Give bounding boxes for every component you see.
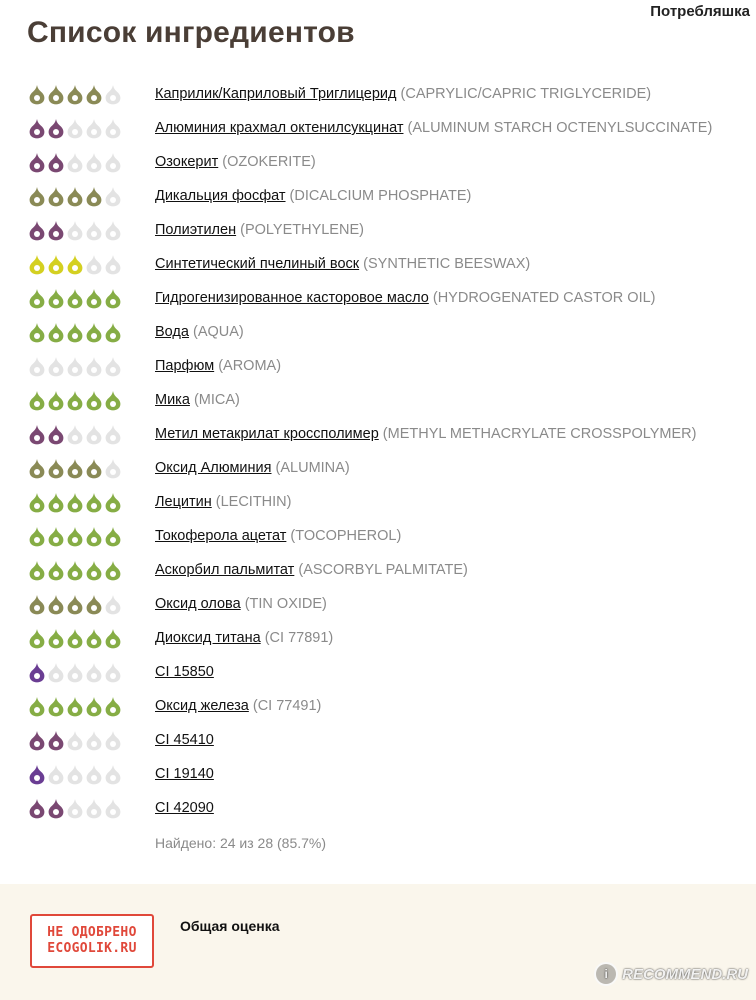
rating-drop-icon xyxy=(28,797,46,819)
ingredient-link[interactable]: Озокерит xyxy=(155,154,219,170)
rating-drop-icon xyxy=(66,593,84,615)
ingredient-row xyxy=(0,384,756,418)
rating-drop-icon xyxy=(85,763,103,785)
rating-drop-icon xyxy=(85,355,103,377)
ingredient-link[interactable]: Алюминия крахмал октенилсукцинат xyxy=(155,120,404,136)
recommend-logo-icon: i xyxy=(594,962,618,986)
rating-drop-icon xyxy=(85,253,103,275)
ingredient-rating xyxy=(28,525,122,549)
rating-drop-icon xyxy=(104,321,122,343)
rating-drop-icon xyxy=(47,797,65,819)
ingredient-link[interactable]: Оксид железа xyxy=(155,698,249,714)
rating-drop-icon xyxy=(104,151,122,173)
rating-drop-icon xyxy=(47,729,65,751)
rating-drop-icon xyxy=(28,389,46,411)
ingredient-row xyxy=(0,452,756,486)
rating-drop-icon xyxy=(28,627,46,649)
rating-drop-icon xyxy=(66,253,84,275)
ingredient-rating xyxy=(28,253,122,277)
ingredient-rating xyxy=(28,287,122,311)
rating-drop-icon xyxy=(47,457,65,479)
ingredient-inci-name: (ALUMINA) xyxy=(275,460,350,476)
rating-drop-icon xyxy=(66,83,84,105)
rating-drop-icon xyxy=(28,525,46,547)
rating-drop-icon xyxy=(47,185,65,207)
rating-drop-icon xyxy=(85,627,103,649)
ingredient-inci-name: (CAPRYLIC/CAPRIC TRIGLYCERIDE) xyxy=(400,86,652,102)
rating-drop-icon xyxy=(104,389,122,411)
brand-label: Потребляшка xyxy=(650,3,750,20)
ingredient-row xyxy=(0,316,756,350)
ingredient-row xyxy=(0,282,756,316)
rating-drop-icon xyxy=(104,355,122,377)
rating-drop-icon xyxy=(85,219,103,241)
rating-drop-icon xyxy=(104,627,122,649)
rating-drop-icon xyxy=(104,219,122,241)
ingredient-inci-name: (DICALCIUM PHOSPHATE) xyxy=(289,188,472,204)
rating-drop-icon xyxy=(66,151,84,173)
ingredient-rating xyxy=(28,151,122,175)
rating-drop-icon xyxy=(85,185,103,207)
rating-drop-icon xyxy=(47,83,65,105)
rating-drop-icon xyxy=(47,321,65,343)
rating-drop-icon xyxy=(66,219,84,241)
rating-drop-icon xyxy=(104,457,122,479)
ingredient-link[interactable]: CI 19140 xyxy=(155,766,214,782)
ingredient-row xyxy=(0,180,756,214)
rating-drop-icon xyxy=(66,763,84,785)
rating-drop-icon xyxy=(104,559,122,581)
ingredient-rating xyxy=(28,321,122,345)
rating-drop-icon xyxy=(66,525,84,547)
rating-drop-icon xyxy=(47,661,65,683)
rating-drop-icon xyxy=(47,219,65,241)
watermark-text: RECOMMEND.RU xyxy=(622,965,748,983)
rating-drop-icon xyxy=(85,491,103,513)
ingredient-inci-name: (LECITHIN) xyxy=(215,494,292,510)
rating-drop-icon xyxy=(28,151,46,173)
stamp-text-status: НЕ ОДОБРЕНО xyxy=(47,925,137,940)
ingredient-link[interactable]: CI 45410 xyxy=(155,732,214,748)
ingredient-row xyxy=(0,520,756,554)
rating-drop-icon xyxy=(66,117,84,139)
rating-drop-icon xyxy=(47,151,65,173)
rating-drop-icon xyxy=(47,423,65,445)
rating-drop-icon xyxy=(85,321,103,343)
rating-drop-icon xyxy=(85,593,103,615)
rating-drop-icon xyxy=(104,525,122,547)
rating-drop-icon xyxy=(104,185,122,207)
rating-drop-icon xyxy=(47,491,65,513)
ingredient-row xyxy=(0,78,756,112)
rating-drop-icon xyxy=(28,83,46,105)
rating-drop-icon xyxy=(85,151,103,173)
rating-drop-icon xyxy=(85,559,103,581)
ingredient-link[interactable]: Дикальция фосфат xyxy=(155,188,286,204)
rating-drop-icon xyxy=(47,627,65,649)
rating-drop-icon xyxy=(66,321,84,343)
ingredient-rating xyxy=(28,559,122,583)
ingredient-row xyxy=(0,792,756,826)
rating-drop-icon xyxy=(104,287,122,309)
ingredient-rating xyxy=(28,83,122,107)
ingredient-inci-name: (TOCOPHEROL) xyxy=(290,528,402,544)
ingredient-row xyxy=(0,350,756,384)
not-approved-stamp xyxy=(30,914,154,968)
rating-drop-icon xyxy=(66,457,84,479)
rating-drop-icon xyxy=(28,355,46,377)
ingredient-rating xyxy=(28,185,122,209)
ingredient-inci-name: (SYNTHETIC BEESWAX) xyxy=(363,256,531,272)
ingredient-link[interactable]: Метил метакрилат кроссполимер xyxy=(155,426,379,442)
rating-drop-icon xyxy=(85,457,103,479)
ingredient-link[interactable]: Каприлик/Каприловый Триглицерид xyxy=(155,86,397,102)
ingredient-rating xyxy=(28,117,122,141)
ingredient-link[interactable]: Токоферола ацетат xyxy=(155,528,287,544)
ingredient-rating xyxy=(28,797,122,821)
rating-drop-icon xyxy=(47,695,65,717)
ingredient-row xyxy=(0,418,756,452)
rating-drop-icon xyxy=(104,593,122,615)
rating-drop-icon xyxy=(28,593,46,615)
rating-drop-icon xyxy=(104,729,122,751)
rating-drop-icon xyxy=(47,763,65,785)
rating-drop-icon xyxy=(28,253,46,275)
ingredient-link[interactable]: Диоксид титана xyxy=(155,630,261,646)
rating-drop-icon xyxy=(47,355,65,377)
ingredient-row xyxy=(0,248,756,282)
ingredient-inci-name: (MICA) xyxy=(193,392,240,408)
rating-drop-icon xyxy=(28,491,46,513)
ingredient-link[interactable]: Парфюм xyxy=(155,358,215,374)
ingredient-inci-name: (CI 77491) xyxy=(252,698,322,714)
rating-drop-icon xyxy=(66,491,84,513)
rating-drop-icon xyxy=(66,559,84,581)
rating-drop-icon xyxy=(104,797,122,819)
ingredient-inci-name: (POLYETHYLENE) xyxy=(240,222,364,238)
stamp-text-site: ECOGOLIK.RU xyxy=(47,941,137,956)
rating-drop-icon xyxy=(66,627,84,649)
rating-drop-icon xyxy=(85,83,103,105)
rating-drop-icon xyxy=(47,559,65,581)
ingredient-list xyxy=(0,78,756,826)
rating-drop-icon xyxy=(85,117,103,139)
ingredient-rating xyxy=(28,729,122,753)
ingredient-row xyxy=(0,622,756,656)
rating-drop-icon xyxy=(85,695,103,717)
ingredient-rating xyxy=(28,219,122,243)
found-count: Найдено: 24 из 28 (85.7%) xyxy=(155,835,327,851)
ingredient-row xyxy=(0,112,756,146)
ingredient-inci-name: (METHYL METHACRYLATE CROSSPOLYMER) xyxy=(382,426,697,442)
rating-drop-icon xyxy=(66,661,84,683)
rating-drop-icon xyxy=(28,729,46,751)
ingredient-rating xyxy=(28,661,122,685)
ingredient-rating xyxy=(28,695,122,719)
rating-drop-icon xyxy=(104,423,122,445)
recommend-watermark xyxy=(594,962,748,986)
rating-drop-icon xyxy=(66,355,84,377)
ingredient-rating xyxy=(28,355,122,379)
rating-drop-icon xyxy=(28,117,46,139)
ingredient-link[interactable]: CI 15850 xyxy=(155,664,214,680)
ingredient-row xyxy=(0,656,756,690)
rating-drop-icon xyxy=(47,389,65,411)
rating-drop-icon xyxy=(28,457,46,479)
rating-drop-icon xyxy=(28,185,46,207)
ingredient-link[interactable]: Вода xyxy=(155,324,189,340)
overall-rating-label: Общая оценка xyxy=(180,918,280,934)
ingredient-row xyxy=(0,146,756,180)
ingredient-link[interactable]: CI 42090 xyxy=(155,800,214,816)
ingredient-rating xyxy=(28,389,122,413)
ingredient-link[interactable]: Лецитин xyxy=(155,494,212,510)
rating-drop-icon xyxy=(28,287,46,309)
ingredient-link[interactable]: Аскорбил пальмитат xyxy=(155,562,295,578)
rating-drop-icon xyxy=(47,117,65,139)
rating-drop-icon xyxy=(28,423,46,445)
rating-drop-icon xyxy=(28,321,46,343)
rating-drop-icon xyxy=(85,389,103,411)
rating-drop-icon xyxy=(28,661,46,683)
ingredient-inci-name: (ASCORBYL PALMITATE) xyxy=(298,562,468,578)
rating-drop-icon xyxy=(104,83,122,105)
rating-drop-icon xyxy=(66,423,84,445)
ingredient-link[interactable]: Оксид олова xyxy=(155,596,241,612)
ingredient-row xyxy=(0,486,756,520)
rating-drop-icon xyxy=(85,525,103,547)
ingredient-rating xyxy=(28,423,122,447)
ingredient-rating xyxy=(28,627,122,651)
rating-drop-icon xyxy=(104,491,122,513)
ingredient-link[interactable]: Полиэтилен xyxy=(155,222,237,238)
ingredient-row xyxy=(0,724,756,758)
rating-drop-icon xyxy=(104,661,122,683)
ingredient-link[interactable]: Гидрогенизированное касторовое масло xyxy=(155,290,429,306)
rating-drop-icon xyxy=(47,287,65,309)
rating-drop-icon xyxy=(47,593,65,615)
page-title: Список ингредиентов xyxy=(27,16,355,49)
rating-drop-icon xyxy=(66,797,84,819)
rating-drop-icon xyxy=(85,287,103,309)
rating-drop-icon xyxy=(28,763,46,785)
ingredient-link[interactable]: Мика xyxy=(155,392,190,408)
rating-drop-icon xyxy=(28,695,46,717)
rating-drop-icon xyxy=(66,729,84,751)
ingredient-rating xyxy=(28,593,122,617)
ingredient-inci-name: (CI 77891) xyxy=(264,630,334,646)
ingredient-rating xyxy=(28,457,122,481)
rating-drop-icon xyxy=(28,559,46,581)
rating-drop-icon xyxy=(47,525,65,547)
ingredient-row xyxy=(0,554,756,588)
rating-drop-icon xyxy=(85,797,103,819)
ingredient-link[interactable]: Синтетический пчелиный воск xyxy=(155,256,360,272)
rating-drop-icon xyxy=(47,253,65,275)
rating-drop-icon xyxy=(104,117,122,139)
rating-drop-icon xyxy=(66,389,84,411)
ingredient-row xyxy=(0,690,756,724)
ingredient-inci-name: (HYDROGENATED CASTOR OIL) xyxy=(432,290,656,306)
ingredient-link[interactable]: Оксид Алюминия xyxy=(155,460,272,476)
rating-drop-icon xyxy=(66,695,84,717)
rating-drop-icon xyxy=(104,695,122,717)
ingredient-inci-name: (OZOKERITE) xyxy=(222,154,316,170)
ingredient-row xyxy=(0,758,756,792)
ingredient-rating xyxy=(28,763,122,787)
rating-drop-icon xyxy=(85,661,103,683)
ingredient-inci-name: (ALUMINUM STARCH OCTENYLSUCCINATE) xyxy=(407,120,713,136)
ingredient-inci-name: (AROMA) xyxy=(218,358,282,374)
ingredient-row xyxy=(0,588,756,622)
rating-drop-icon xyxy=(66,185,84,207)
rating-drop-icon xyxy=(28,219,46,241)
ingredient-inci-name: (AQUA) xyxy=(192,324,244,340)
rating-drop-icon xyxy=(104,763,122,785)
rating-drop-icon xyxy=(85,729,103,751)
rating-drop-icon xyxy=(104,253,122,275)
ingredient-rating xyxy=(28,491,122,515)
rating-drop-icon xyxy=(85,423,103,445)
ingredient-row xyxy=(0,214,756,248)
rating-drop-icon xyxy=(66,287,84,309)
ingredient-inci-name: (TIN OXIDE) xyxy=(244,596,327,612)
